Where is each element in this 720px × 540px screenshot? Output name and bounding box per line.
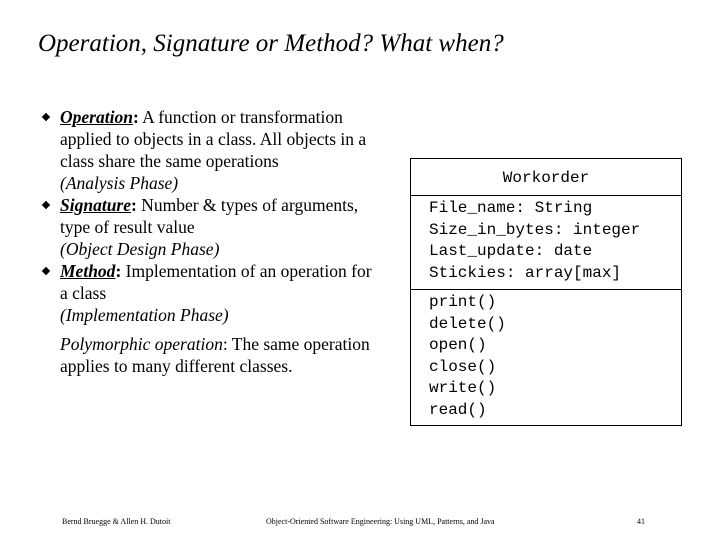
uml-attribute: Stickies: array[max] bbox=[429, 263, 622, 282]
uml-operation: close() bbox=[429, 357, 497, 376]
slide-title: Operation, Signature or Method? What when? bbox=[38, 30, 504, 57]
bullet-term: Operation bbox=[60, 107, 133, 127]
diamond-bullet-icon bbox=[42, 267, 50, 275]
uml-class-name: Workorder bbox=[411, 159, 681, 196]
footer-authors: Bernd Bruegge & Allen H. Dutoit bbox=[62, 517, 171, 526]
footer-page-number: 41 bbox=[637, 517, 645, 526]
bullet-method bbox=[40, 260, 380, 326]
polymorphic-paragraph bbox=[60, 333, 380, 377]
uml-class-box bbox=[410, 158, 682, 426]
bullet-phase: (Analysis Phase) bbox=[60, 173, 179, 193]
footer-book-title: Object-Oriented Software Engineering: Using UML, Patterns, and Java bbox=[266, 517, 495, 526]
uml-operations bbox=[411, 290, 681, 421]
bullet-sep: : bbox=[115, 261, 122, 281]
bullet-phase: (Object Design Phase) bbox=[60, 239, 220, 259]
polymorphic-term: Polymorphic operation bbox=[60, 334, 223, 354]
bullet-signature bbox=[40, 194, 380, 260]
bullet-term: Method bbox=[60, 261, 116, 281]
bullet-list bbox=[40, 106, 380, 377]
bullet-operation bbox=[40, 106, 380, 194]
uml-operation: delete() bbox=[429, 314, 506, 333]
bullet-sep: : bbox=[132, 107, 139, 127]
uml-operation: print() bbox=[429, 293, 497, 311]
uml-attribute: File_name: String bbox=[429, 199, 593, 217]
bullet-phase: (Implementation Phase) bbox=[60, 305, 229, 325]
bullet-text: Number & types of arguments, type of result value bbox=[60, 195, 359, 237]
bullet-text: A function or transformation applied to objects in a class. All objects in a class share the same operations bbox=[60, 107, 367, 171]
uml-operation: read() bbox=[429, 400, 487, 419]
uml-attribute: Size_in_bytes: integer bbox=[429, 220, 641, 239]
uml-operation: open() bbox=[429, 336, 487, 354]
bullet-term: Signature bbox=[60, 195, 131, 215]
uml-attributes bbox=[411, 196, 681, 290]
diamond-bullet-icon bbox=[42, 113, 50, 121]
diamond-bullet-icon bbox=[42, 201, 50, 209]
polymorphic-text: : The same operation applies to many different classes. bbox=[60, 334, 370, 376]
uml-operation: write() bbox=[429, 379, 497, 397]
bullet-text: Implementation of an operation for a class bbox=[60, 261, 372, 303]
bullet-sep: : bbox=[131, 195, 137, 215]
uml-attribute: Last_update: date bbox=[429, 242, 593, 260]
